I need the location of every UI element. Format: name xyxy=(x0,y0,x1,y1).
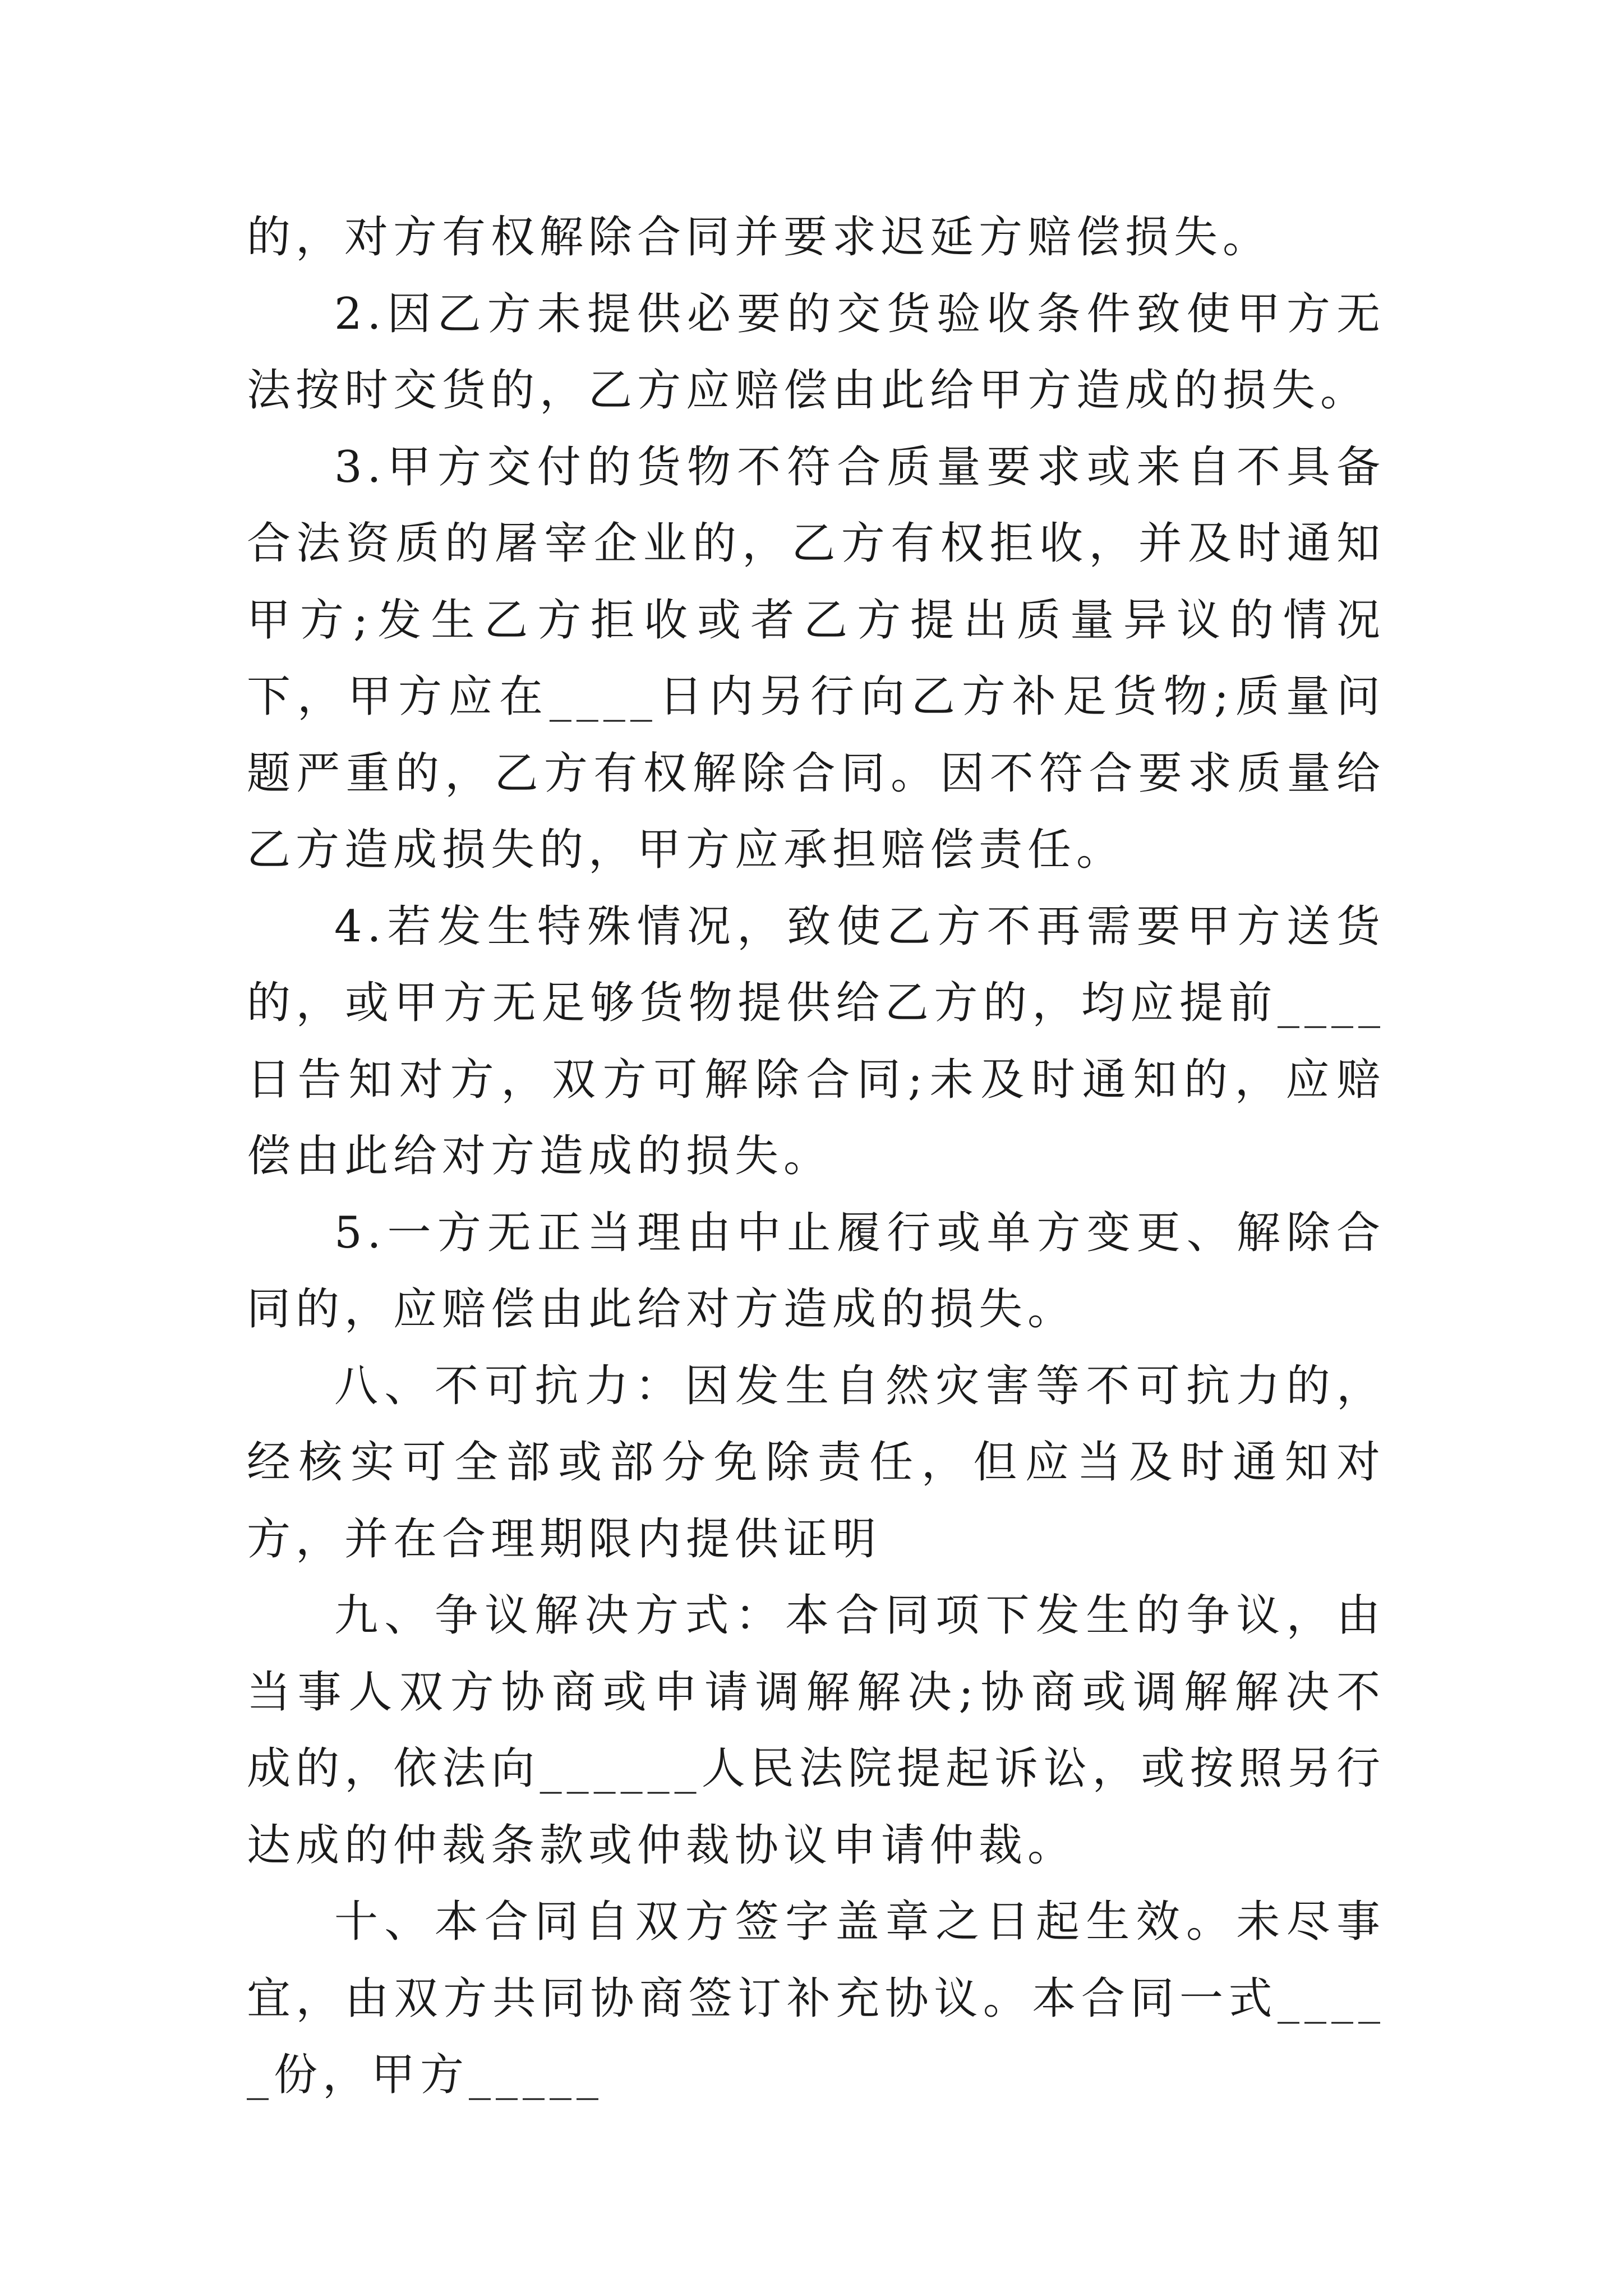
clause-7-4: 4.若发生特殊情况，致使乙方不再需要甲方送货的，或甲方无足够货物提供给乙方的，均应提前____日告知对方，双方可解除合同;未及时通知的，应赔偿由此给对方造成的损失。 xyxy=(247,901,1385,1181)
clause-7-2: 2.因乙方未提供必要的交货验收条件致使甲方无法按时交货的，乙方应赔偿由此给甲方造成的损失。 xyxy=(247,288,1385,416)
clause-7-5: 5.一方无正当理由中止履行或单方变更、解除合同的，应赔偿由此给对方造成的损失。 xyxy=(247,1207,1385,1335)
article-8-force-majeure: 八、不可抗力：因发生自然灾害等不可抗力的，经核实可全部或部分免除责任，但应当及时通知对方，并在合理期限内提供证明 xyxy=(247,1360,1385,1565)
paragraph-continuation: 的，对方有权解除合同并要求迟延方赔偿损失。 xyxy=(247,212,1272,263)
article-10-effectiveness: 十、本合同自双方签字盖章之日起生效。未尽事宜，由双方共同协商签订补充协议。本合同一式_____份，甲方_____ xyxy=(247,1897,1385,2100)
document-body xyxy=(247,199,1385,2114)
article-9-dispute-resolution: 九、争议解决方式：本合同项下发生的争议，由当事人双方协商或申请调解解决;协商或调解解决不成的，依法向______人民法院提起诉讼，或按照另行达成的仲裁条款或仲裁协议申请仲裁。 xyxy=(247,1590,1385,1871)
clause-7-3: 3.甲方交付的货物不符合质量要求或来自不具备合法资质的屠宰企业的，乙方有权拒收，并及时通知甲方;发生乙方拒收或者乙方提出质量异议的情况下，甲方应在____日内另行向乙方补足货物;质量问题严重的，乙方有权解除合同。因不符合要求质量给乙方造成损失的，甲方应承担赔偿责任。 xyxy=(247,441,1385,875)
